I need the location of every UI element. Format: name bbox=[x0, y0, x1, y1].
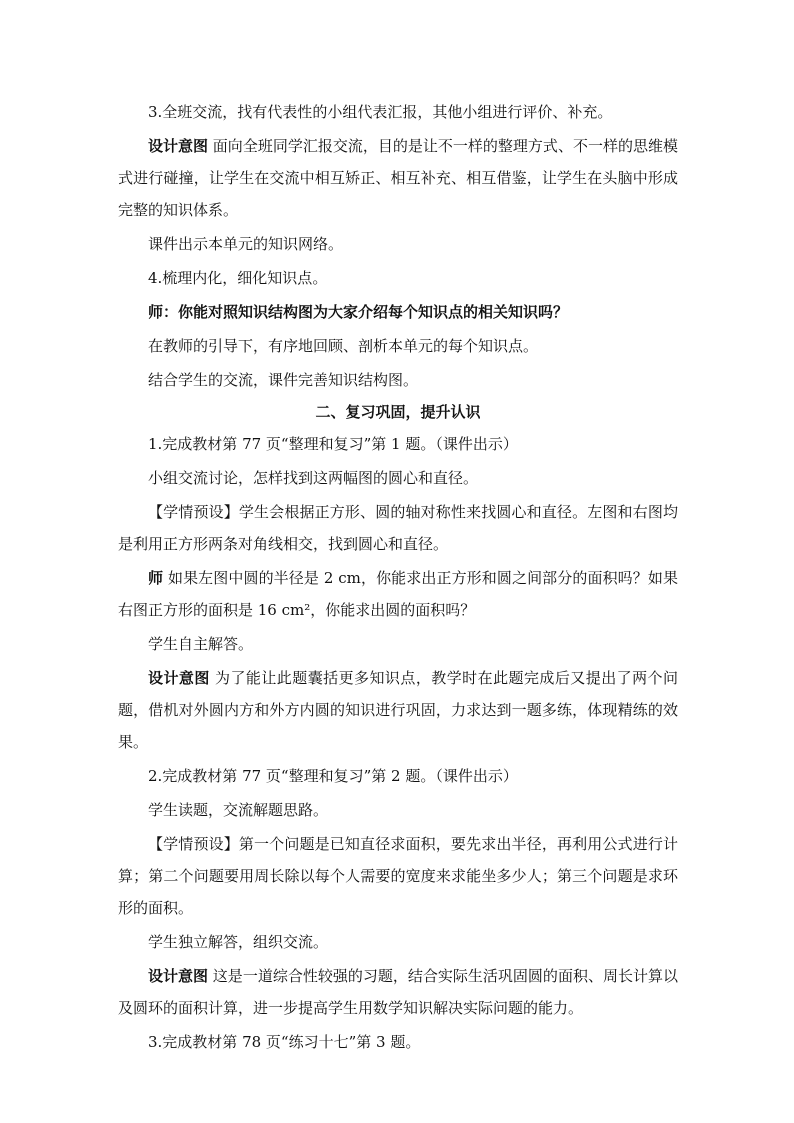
paragraph-design-intent-2: 设计意图 为了能让此题囊括更多知识点，教学时在此题完成后又提出了两个问题，借机对外圆内方和外方内圆的知识进行巩固，力求达到一题多练，体现精练的效果。 bbox=[118, 669, 678, 751]
design-intent-label: 设计意图 bbox=[148, 967, 209, 985]
paragraph-teacher-question: 师：你能对照知识结构图为大家介绍每个知识点的相关知识吗？ bbox=[148, 303, 569, 321]
teacher-label: 师： bbox=[148, 303, 179, 321]
paragraph-exercise-2: 2.完成教材第 77 页“整理和复习”第 2 题。（课件出示） bbox=[148, 767, 518, 785]
section-title: 二、复习巩固，提升认识 bbox=[315, 403, 481, 421]
paragraph-design-intent-1: 设计意图 面向全班同学汇报交流，目的是让不一样的整理方式、不一样的思维模式进行碰撞，让学生在交流中相互矫正、相互补充、相互借鉴，让学生在头脑中形成完整的知识体系。 bbox=[118, 137, 678, 219]
paragraph-self-answer: 学生自主解答。 bbox=[148, 635, 254, 653]
document-body bbox=[118, 96, 678, 1058]
teacher-label: 师 bbox=[148, 569, 164, 587]
paragraph-group-discussion: 小组交流讨论，怎样找到这两幅图的圆心和直径。 bbox=[148, 469, 479, 487]
paragraph-read-problem: 学生读题，交流解题思路。 bbox=[148, 801, 329, 819]
paragraph-prediction-2: 【学情预设】第一个问题是已知直径求面积，要先求出半径，再利用公式进行计算；第二个问题要用周长除以每个人需要的宽度来求能坐多少人；第三个问题是求环形的面积。 bbox=[118, 835, 678, 917]
paragraph-step4: 4.梳理内化，细化知识点。 bbox=[148, 269, 328, 287]
design-intent-label: 设计意图 bbox=[148, 669, 210, 687]
paragraph-teacher-guidance: 在教师的引导下，有序地回顾、剖析本单元的每个知识点。 bbox=[148, 337, 539, 355]
paragraph-design-intent-3: 设计意图 这是一道综合性较强的习题，结合实际生活巩固圆的面积、周长计算以及圆环的面积计算，进一步提高学生用数学知识解决实际问题的能力。 bbox=[118, 967, 678, 1017]
paragraph-independent-answer: 学生独立解答，组织交流。 bbox=[148, 933, 329, 951]
design-intent-label: 设计意图 bbox=[148, 137, 209, 155]
paragraph-courseware-complete: 结合学生的交流，课件完善知识结构图。 bbox=[148, 371, 419, 389]
paragraph-prediction-1: 【学情预设】学生会根据正方形、圆的轴对称性来找圆心和直径。左图和右图均是利用正方形两条对角线相交，找到圆心和直径。 bbox=[118, 503, 678, 553]
paragraph-step3: 3.全班交流，找有代表性的小组代表汇报，其他小组进行评价、补充。 bbox=[148, 103, 613, 121]
paragraph-exercise-1: 1.完成教材第 77 页“整理和复习”第 1 题。（课件出示） bbox=[148, 435, 518, 453]
paragraph-teacher-area-question: 师 如果左图中圆的半径是 2 cm，你能求出正方形和圆之间部分的面积吗？如果右图正方形的面积是 16 cm²，你能求出圆的面积吗？ bbox=[118, 569, 678, 619]
paragraph-exercise-3: 3.完成教材第 78 页“练习十七”第 3 题。 bbox=[148, 1033, 421, 1051]
paragraph-courseware-network: 课件出示本单元的知识网络。 bbox=[148, 235, 344, 253]
